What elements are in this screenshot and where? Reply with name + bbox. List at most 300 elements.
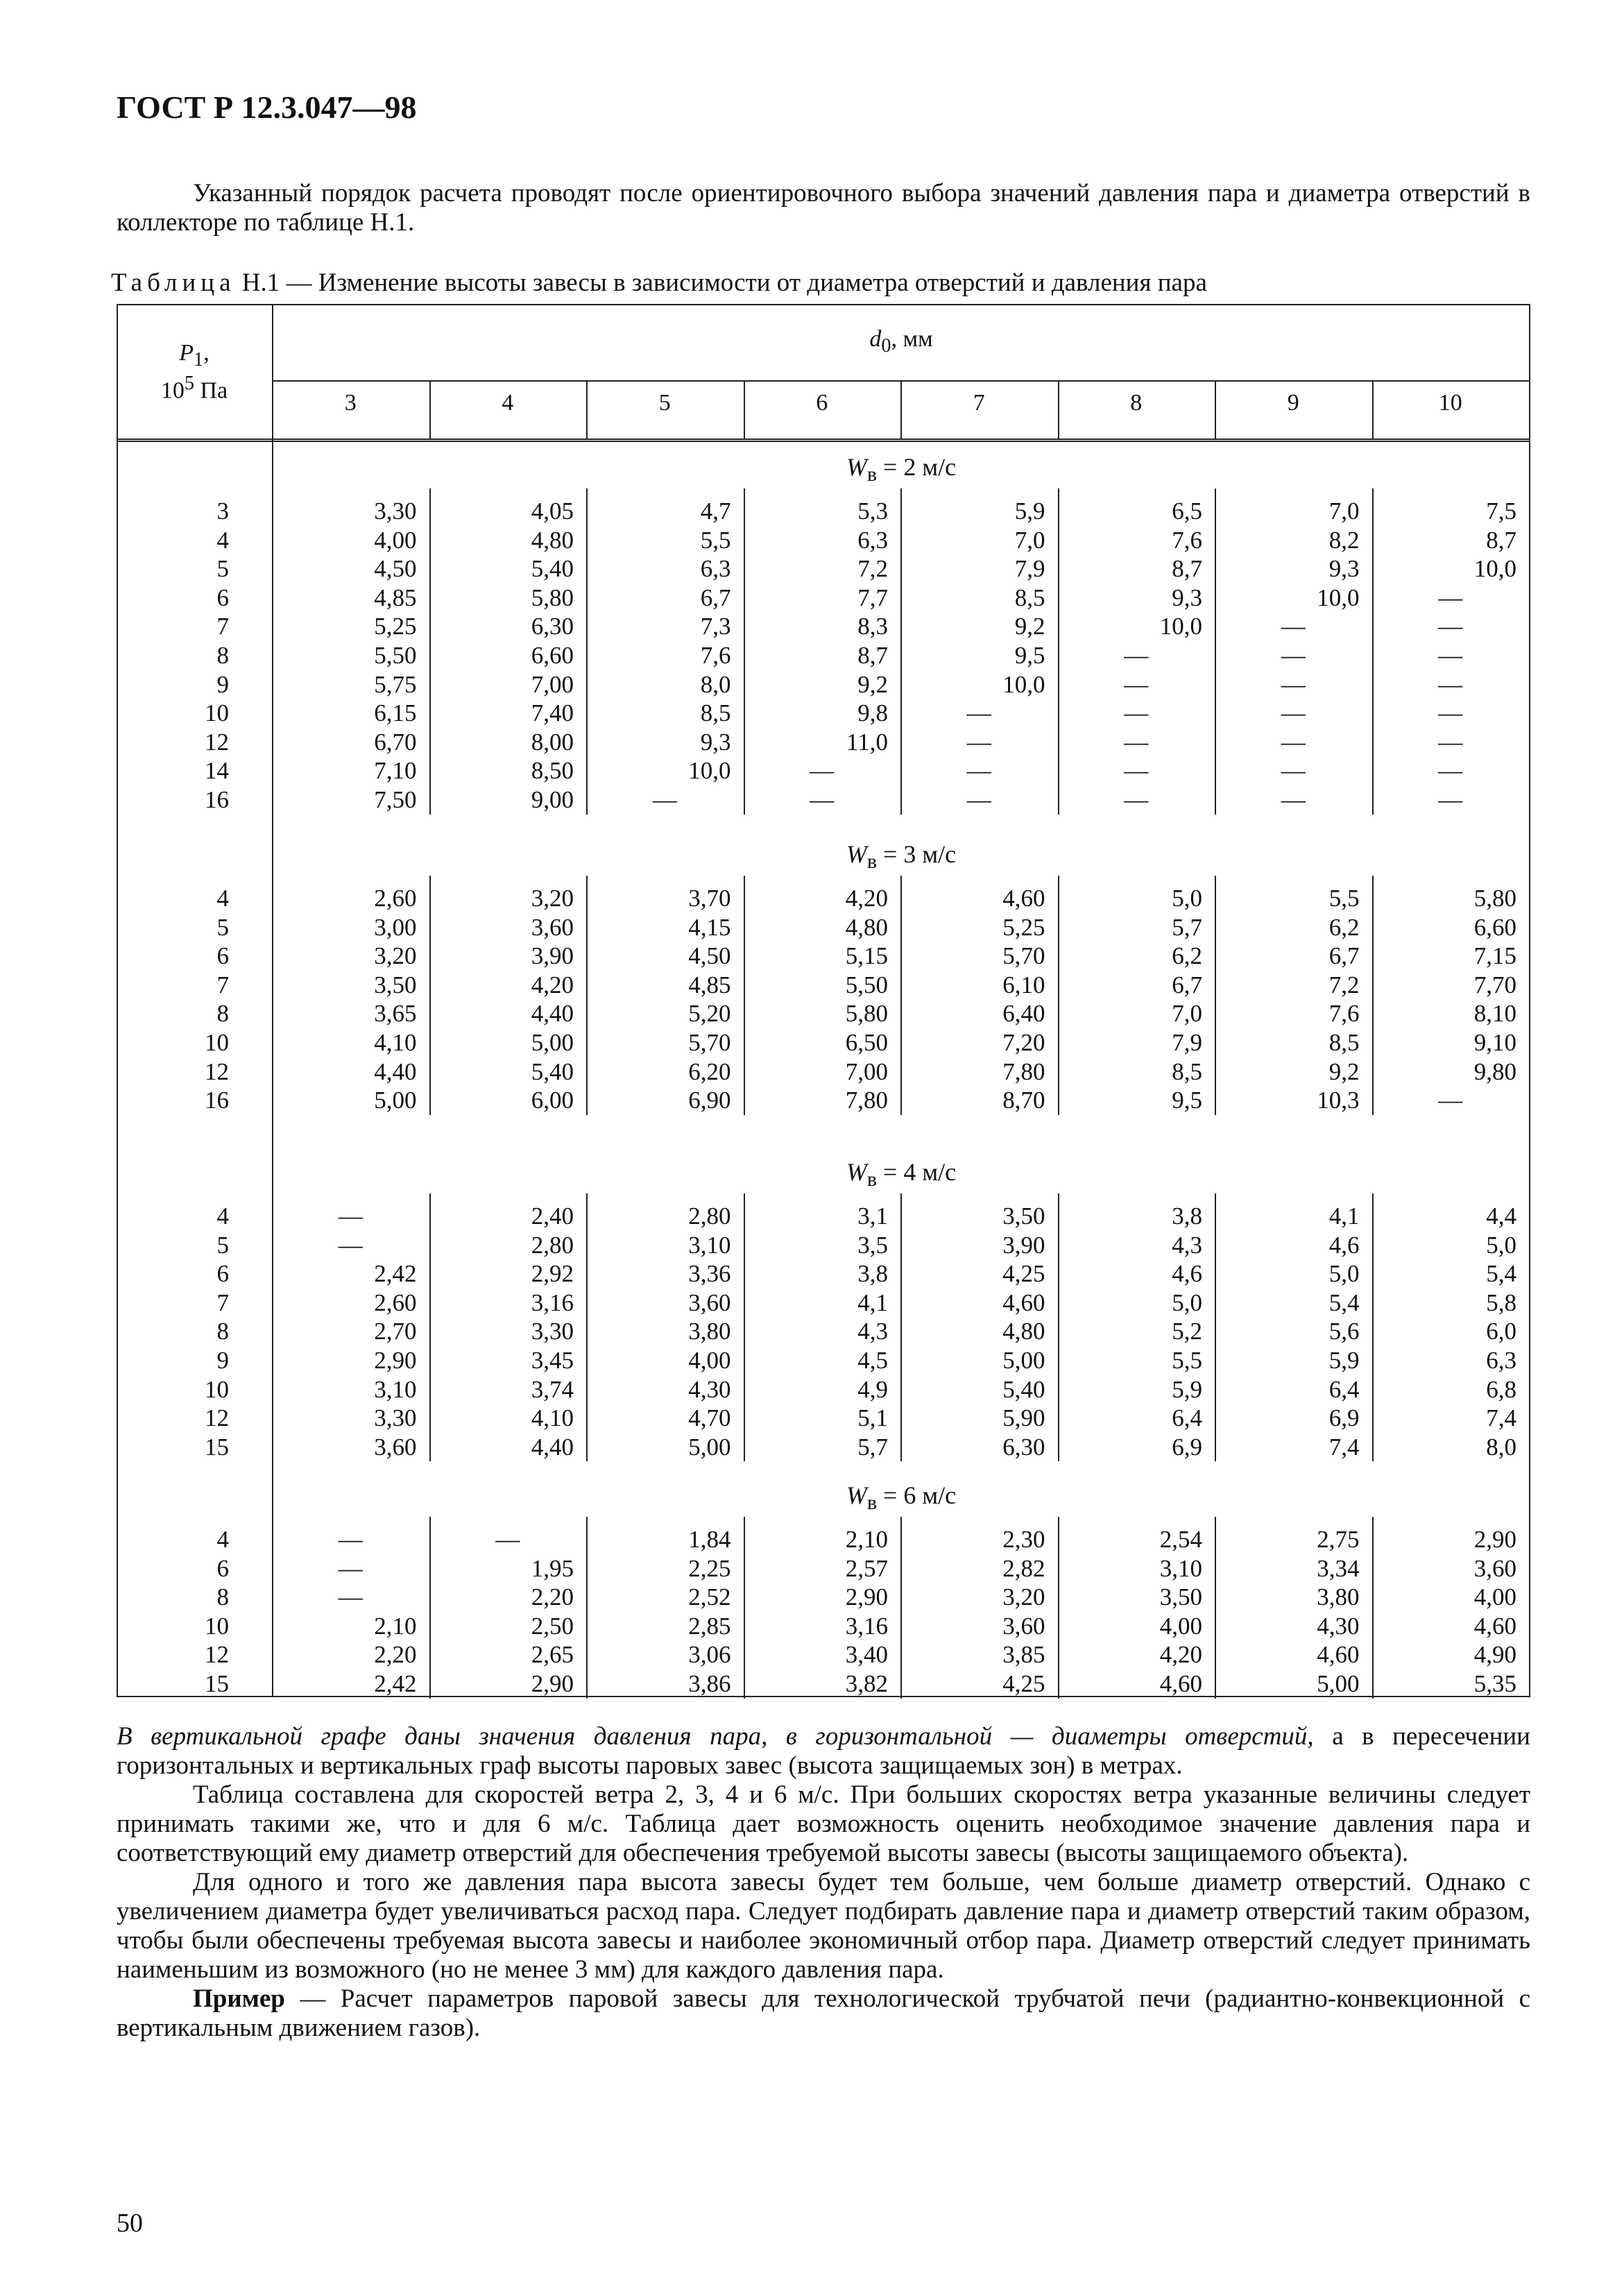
vertical-rule xyxy=(586,1517,588,1699)
curtain-height-value: 3,16 xyxy=(531,1289,574,1316)
curtain-height-value: 6,3 xyxy=(857,526,888,554)
curtain-height-value: 4,10 xyxy=(374,1029,417,1056)
curtain-height-value: 3,60 xyxy=(531,913,574,941)
curtain-height-value: 4,30 xyxy=(688,1375,731,1403)
pressure-value: 15 xyxy=(205,1433,229,1461)
pressure-value: 7 xyxy=(216,613,229,640)
curtain-height-value: 7,70 xyxy=(1473,971,1516,998)
curtain-height-value: 4,60 xyxy=(1473,1612,1516,1640)
curtain-height-value: 5,25 xyxy=(1002,913,1045,941)
curtain-height-value: 2,20 xyxy=(374,1641,417,1669)
curtain-height-value: 4,10 xyxy=(531,1404,574,1432)
curtain-height-value: — xyxy=(1124,670,1149,698)
curtain-height-value: 9,5 xyxy=(1172,1087,1202,1114)
pressure-value: 4 xyxy=(216,526,229,554)
curtain-height-value: — xyxy=(1281,670,1306,698)
diameter-symbol: d xyxy=(869,326,882,352)
curtain-height-value: 7,9 xyxy=(1172,1029,1202,1056)
curtain-height-value: 2,80 xyxy=(688,1202,731,1230)
table-caption-text: Н.1 — Изменение высоты завесы в зависимости от диаметра отверстий и давления пара xyxy=(241,269,1207,297)
curtain-height-value: — xyxy=(1124,757,1149,785)
curtain-height-value: 2,60 xyxy=(374,885,417,912)
curtain-height-value: 5,00 xyxy=(531,1029,574,1056)
vertical-rule xyxy=(429,1193,431,1461)
curtain-height-value: — xyxy=(1281,613,1306,640)
pressure-value: 8 xyxy=(216,1318,229,1345)
curtain-height-value: 10,0 xyxy=(1473,555,1516,583)
column-header-d6: 6 xyxy=(816,390,828,416)
curtain-height-value: 7,80 xyxy=(845,1087,888,1114)
curtain-height-value: — xyxy=(966,757,991,785)
example-paragraph xyxy=(117,1984,1530,2043)
curtain-height-value: 6,15 xyxy=(374,699,417,727)
curtain-height-value: 3,1 xyxy=(857,1202,888,1230)
curtain-height-value: 2,20 xyxy=(531,1583,574,1611)
explanation-italic: В вертикальной графе даны значения давления пара, в горизонтальной — диаметры отверстий, xyxy=(117,1722,1314,1751)
curtain-height-value: 7,40 xyxy=(531,699,574,727)
curtain-height-value: 6,8 xyxy=(1486,1375,1516,1403)
column-header-d3: 3 xyxy=(344,390,357,416)
curtain-height-value: 2,54 xyxy=(1159,1526,1202,1553)
curtain-height-value: 6,2 xyxy=(1328,913,1360,941)
curtain-height-value: 3,60 xyxy=(1002,1612,1045,1640)
curtain-height-value: 8,00 xyxy=(531,728,574,756)
curtain-height-value: 3,90 xyxy=(1002,1231,1045,1259)
curtain-height-value: 6,3 xyxy=(1486,1347,1516,1374)
curtain-height-value: 4,40 xyxy=(531,1433,574,1461)
curtain-height-value: 3,30 xyxy=(531,1318,574,1345)
curtain-height-value: 5,75 xyxy=(374,670,417,698)
curtain-height-value: 4,40 xyxy=(531,1000,574,1028)
pressure-value: 8 xyxy=(216,1583,229,1611)
curtain-height-value: 3,90 xyxy=(531,942,574,970)
curtain-height-value: 3,40 xyxy=(845,1641,888,1669)
vertical-rule xyxy=(429,876,431,1115)
curtain-height-value: 3,20 xyxy=(1002,1583,1045,1611)
curtain-height-value: 4,1 xyxy=(857,1289,888,1316)
curtain-height-value: 6,70 xyxy=(374,728,417,756)
curtain-height-value: 7,20 xyxy=(1002,1029,1045,1056)
curtain-height-value: 1,95 xyxy=(531,1554,574,1582)
table-caption-label: Таблица xyxy=(111,269,236,297)
example-label: Пример xyxy=(193,1984,285,2013)
curtain-height-value: — xyxy=(338,1202,363,1230)
curtain-height-value: 5,00 xyxy=(374,1087,417,1114)
curtain-height-value: 3,30 xyxy=(374,498,417,525)
curtain-height-value: 5,00 xyxy=(688,1433,731,1461)
curtain-height-value: 6,20 xyxy=(688,1057,731,1085)
curtain-height-value: 6,40 xyxy=(1002,1000,1045,1028)
curtain-height-value: 7,0 xyxy=(1014,526,1045,554)
vertical-rule xyxy=(744,876,745,1115)
curtain-height-value: 2,60 xyxy=(374,1289,417,1316)
curtain-height-value: 7,00 xyxy=(845,1057,888,1085)
curtain-height-value: 8,5 xyxy=(1328,1029,1360,1056)
vertical-rule xyxy=(900,1517,902,1699)
curtain-height-value: 1,84 xyxy=(688,1526,731,1553)
curtain-height-value: 4,50 xyxy=(688,942,731,970)
pressure-column-header: $P_1$, $10^5$ Па xyxy=(160,340,228,404)
curtain-height-value: 7,15 xyxy=(1473,942,1516,970)
curtain-height-value: — xyxy=(1438,670,1463,698)
curtain-height-value: 5,8 xyxy=(1486,1289,1516,1316)
curtain-height-value: 7,80 xyxy=(1002,1057,1045,1085)
curtain-height-value: 4,80 xyxy=(531,526,574,554)
data-table xyxy=(117,304,1530,1697)
curtain-height-value: 8,5 xyxy=(700,699,731,727)
curtain-height-value: 4,40 xyxy=(374,1057,417,1085)
curtain-height-value: 6,5 xyxy=(1172,498,1202,525)
curtain-height-value: 4,3 xyxy=(857,1318,888,1345)
curtain-height-value: 7,6 xyxy=(700,642,731,669)
pressure-value: 6 xyxy=(216,1554,229,1582)
curtain-height-value: 5,80 xyxy=(845,1000,888,1028)
curtain-height-value: 3,00 xyxy=(374,913,417,941)
curtain-height-value: 5,7 xyxy=(857,1433,888,1461)
curtain-height-value: 5,00 xyxy=(1002,1347,1045,1374)
curtain-height-value: 9,10 xyxy=(1473,1029,1516,1056)
pressure-value: 4 xyxy=(216,1526,229,1553)
curtain-height-value: 5,40 xyxy=(531,555,574,583)
wind-speed-band xyxy=(272,452,1530,486)
curtain-height-value: 9,3 xyxy=(700,728,731,756)
curtain-height-value: 8,2 xyxy=(1328,526,1360,554)
curtain-height-value: — xyxy=(966,786,991,813)
wind-subscript: в xyxy=(866,463,878,486)
vertical-rule xyxy=(900,1193,902,1461)
wind-value: = 4 м/с xyxy=(877,1158,957,1186)
vertical-rule xyxy=(586,488,588,815)
vertical-rule xyxy=(1058,1193,1059,1461)
explanation-paragraph xyxy=(117,1722,1530,1780)
explanation-rest: а в пересечении горизонтальных и вертикальных граф высоты паровых завес (высота защищаемых зон) в метрах. xyxy=(117,1722,1530,1780)
curtain-height-value: 4,1 xyxy=(1328,1202,1360,1230)
curtain-height-value: 5,9 xyxy=(1328,1347,1360,1374)
curtain-height-value: 10,0 xyxy=(1159,613,1202,640)
pressure-value: 6 xyxy=(216,942,229,970)
curtain-height-value: 3,5 xyxy=(857,1231,888,1259)
curtain-height-value: 5,1 xyxy=(857,1404,888,1432)
pressure-value: 9 xyxy=(216,1347,229,1374)
curtain-height-value: 2,80 xyxy=(531,1231,574,1259)
curtain-height-value: 5,3 xyxy=(857,498,888,525)
pressure-value: 5 xyxy=(216,1231,229,1259)
curtain-height-value: 5,4 xyxy=(1486,1260,1516,1288)
curtain-height-value: 5,40 xyxy=(1002,1375,1045,1403)
curtain-height-value: 5,0 xyxy=(1172,1289,1202,1316)
curtain-height-value: — xyxy=(1438,786,1463,813)
curtain-height-value: 3,06 xyxy=(688,1641,731,1669)
vertical-rule xyxy=(1372,488,1374,815)
wind-value: = 6 м/с xyxy=(877,1481,957,1509)
curtain-height-value: — xyxy=(1281,642,1306,669)
curtain-height-value: 2,57 xyxy=(845,1554,888,1582)
curtain-height-value: 5,70 xyxy=(688,1029,731,1056)
curtain-height-value: 10,0 xyxy=(1317,584,1360,611)
curtain-height-value: 2,50 xyxy=(531,1612,574,1640)
curtain-height-value: 6,2 xyxy=(1172,942,1202,970)
diameter-header xyxy=(272,326,1530,357)
curtain-height-value: 5,00 xyxy=(1317,1670,1360,1697)
pressure-exp: 5 xyxy=(184,372,194,394)
curtain-height-value: 7,0 xyxy=(1172,1000,1202,1028)
curtain-height-value: 3,30 xyxy=(374,1404,417,1432)
curtain-height-value: 7,4 xyxy=(1486,1404,1516,1432)
wind-subscript: в xyxy=(866,850,878,874)
curtain-height-value: 9,2 xyxy=(1014,613,1045,640)
curtain-height-value: 4,60 xyxy=(1159,1670,1202,1697)
curtain-height-value: 4,80 xyxy=(1002,1318,1045,1345)
curtain-height-value: 7,00 xyxy=(531,670,574,698)
curtain-height-value: 6,4 xyxy=(1172,1404,1202,1432)
pressure-value: 6 xyxy=(216,1260,229,1288)
curtain-height-value: 8,10 xyxy=(1473,1000,1516,1028)
curtain-height-value: 6,30 xyxy=(1002,1433,1045,1461)
vertical-rule xyxy=(1058,876,1059,1115)
horizontal-rule xyxy=(118,439,1529,442)
vertical-rule xyxy=(1215,876,1216,1115)
intro-paragraph: Указанный порядок расчета проводят после ориентировочного выбора значений давления пара и диаметра отверстий в коллекторе по таблице Н.1. xyxy=(117,179,1530,237)
vertical-rule xyxy=(429,1517,431,1699)
curtain-height-value: 6,9 xyxy=(1172,1433,1202,1461)
curtain-height-value: 7,5 xyxy=(1486,498,1516,525)
pressure-value: 12 xyxy=(205,1057,229,1085)
curtain-height-value: — xyxy=(1438,699,1463,727)
curtain-height-value: 2,25 xyxy=(688,1554,731,1582)
curtain-height-value: 7,6 xyxy=(1328,1000,1360,1028)
column-header-d4: 4 xyxy=(502,390,514,416)
curtain-height-value: — xyxy=(1438,757,1463,785)
curtain-height-value: 4,20 xyxy=(845,885,888,912)
pressure-value: 5 xyxy=(216,555,229,583)
wind-speed-band xyxy=(272,840,1530,874)
curtain-height-value: 4,70 xyxy=(688,1404,731,1432)
after-table-text xyxy=(117,1722,1530,2043)
vertical-rule xyxy=(744,1517,745,1699)
curtain-height-value: 4,3 xyxy=(1172,1231,1202,1259)
curtain-height-value: 9,5 xyxy=(1014,642,1045,669)
curtain-height-value: 3,60 xyxy=(374,1433,417,1461)
curtain-height-value: 4,90 xyxy=(1473,1641,1516,1669)
curtain-height-value: 8,7 xyxy=(1486,526,1516,554)
column-header-d10: 10 xyxy=(1438,390,1462,416)
curtain-height-value: — xyxy=(1438,613,1463,640)
curtain-height-value: 5,50 xyxy=(845,971,888,998)
vertical-rule xyxy=(744,488,745,815)
curtain-height-value: 2,75 xyxy=(1317,1526,1360,1553)
curtain-height-value: 3,10 xyxy=(1159,1554,1202,1582)
curtain-height-value: 4,00 xyxy=(688,1347,731,1374)
curtain-height-value: 6,9 xyxy=(1328,1404,1360,1432)
curtain-height-value: 5,9 xyxy=(1014,498,1045,525)
curtain-height-value: 4,25 xyxy=(1002,1260,1045,1288)
curtain-height-value: 4,60 xyxy=(1317,1641,1360,1669)
column-header-d8: 8 xyxy=(1130,390,1143,416)
curtain-height-value: 8,50 xyxy=(531,757,574,785)
curtain-height-value: 4,60 xyxy=(1002,1289,1045,1316)
column-header-d5: 5 xyxy=(658,390,671,416)
pressure-value: 12 xyxy=(205,1404,229,1432)
curtain-height-value: 3,50 xyxy=(1159,1583,1202,1611)
curtain-height-value: 2,42 xyxy=(374,1670,417,1697)
curtain-height-value: 6,7 xyxy=(1328,942,1360,970)
wind-speed-band xyxy=(272,1157,1530,1191)
curtain-height-value: 6,50 xyxy=(845,1029,888,1056)
curtain-height-value: 5,7 xyxy=(1172,913,1202,941)
curtain-height-value: 7,50 xyxy=(374,786,417,813)
wind-speed-paragraph: Таблица составлена для скоростей ветра 2, 3, 4 и 6 м/с. При больших скоростях ветра указанные величины следует принимать такими же, что и для 6 м/с. Таблица дает возможность оценить необходимое значение давления пара и соответствующий ему диаметр отверстий для обеспечения требуемой высоты завесы (высоты защищаемого объекта). xyxy=(117,1780,1530,1867)
curtain-height-value: 5,4 xyxy=(1328,1289,1360,1316)
curtain-height-value: 9,2 xyxy=(857,670,888,698)
wind-symbol: W xyxy=(846,1158,867,1186)
curtain-height-value: 5,40 xyxy=(531,1057,574,1085)
example-text: — Расчет параметров паровой завесы для технологической трубчатой печи (радиантно-конвекционной с вертикальным движением газов). xyxy=(117,1984,1530,2042)
curtain-height-value: 10,0 xyxy=(1002,670,1045,698)
pressure-symbol: P xyxy=(179,340,194,366)
curtain-height-value: 5,20 xyxy=(688,1000,731,1028)
curtain-height-value: 3,20 xyxy=(374,942,417,970)
curtain-height-value: 5,0 xyxy=(1486,1231,1516,1259)
curtain-height-value: 4,7 xyxy=(700,498,731,525)
pressure-value: 10 xyxy=(205,1612,229,1640)
curtain-height-value: 2,52 xyxy=(688,1583,731,1611)
diameter-unit: , мм xyxy=(891,326,933,352)
wind-symbol: W xyxy=(846,1481,867,1509)
curtain-height-value: 3,10 xyxy=(374,1375,417,1403)
curtain-height-value: 3,16 xyxy=(845,1612,888,1640)
curtain-height-value: 8,0 xyxy=(700,670,731,698)
vertical-rule xyxy=(429,488,431,815)
diameter-paragraph: Для одного и того же давления пара высота завесы будет тем больше, чем больше диаметр отверстий. Однако с увеличением диаметра будет увеличиваться расход пара. Следует подбирать давление пара и диаметр отверстий таким образом, чтобы были обеспечены требуемая высота завесы и наиболее экономичный отбор пара. Диаметр отверстий следует принимать наименьшим из возможного (но не менее 3 мм) для каждого давления пара. xyxy=(117,1868,1530,1984)
curtain-height-value: 7,4 xyxy=(1328,1433,1360,1461)
vertical-rule xyxy=(900,876,902,1115)
curtain-height-value: 4,20 xyxy=(1159,1641,1202,1669)
curtain-height-value: 3,50 xyxy=(1002,1202,1045,1230)
curtain-height-value: 3,82 xyxy=(845,1670,888,1697)
curtain-height-value: 3,70 xyxy=(688,885,731,912)
pressure-base: 10 xyxy=(160,377,185,404)
curtain-height-value: 9,3 xyxy=(1328,555,1360,583)
curtain-height-value: 6,7 xyxy=(1172,971,1202,998)
curtain-height-value: 6,7 xyxy=(700,584,731,611)
curtain-height-value: 6,00 xyxy=(531,1087,574,1114)
pressure-value: 3 xyxy=(216,498,229,525)
pressure-value: 5 xyxy=(216,913,229,941)
curtain-height-value: 3,50 xyxy=(374,971,417,998)
curtain-height-value: — xyxy=(1281,728,1306,756)
curtain-height-value: — xyxy=(495,1526,520,1553)
curtain-height-value: 7,0 xyxy=(1328,498,1360,525)
curtain-height-value: 5,80 xyxy=(531,584,574,611)
curtain-height-value: 4,50 xyxy=(374,555,417,583)
pressure-value: 12 xyxy=(205,1641,229,1669)
curtain-height-value: 6,30 xyxy=(531,613,574,640)
diameter-subscript: 0 xyxy=(881,334,891,357)
curtain-height-value: 2,90 xyxy=(1473,1526,1516,1553)
curtain-height-value: 4,4 xyxy=(1486,1202,1516,1230)
curtain-height-value: 7,6 xyxy=(1172,526,1202,554)
vertical-rule xyxy=(1215,1517,1216,1699)
curtain-height-value: 4,30 xyxy=(1317,1612,1360,1640)
pressure-value: 7 xyxy=(216,971,229,998)
curtain-height-value: 3,74 xyxy=(531,1375,574,1403)
curtain-height-value: 8,5 xyxy=(1172,1057,1202,1085)
curtain-height-value: — xyxy=(1124,786,1149,813)
curtain-height-value: — xyxy=(810,757,835,785)
curtain-height-value: 3,60 xyxy=(1473,1554,1516,1582)
curtain-height-value: — xyxy=(1124,642,1149,669)
curtain-height-value: 2,92 xyxy=(531,1260,574,1288)
curtain-height-value: 7,10 xyxy=(374,757,417,785)
curtain-height-value: 2,42 xyxy=(374,1260,417,1288)
curtain-height-value: 4,5 xyxy=(857,1347,888,1374)
curtain-height-value: 2,30 xyxy=(1002,1526,1045,1553)
pressure-value: 4 xyxy=(216,885,229,912)
curtain-height-value: 4,85 xyxy=(374,584,417,611)
curtain-height-value: 3,85 xyxy=(1002,1641,1045,1669)
curtain-height-value: 4,25 xyxy=(1002,1670,1045,1697)
pressure-value: 10 xyxy=(205,1029,229,1056)
curtain-height-value: 4,00 xyxy=(1473,1583,1516,1611)
curtain-height-value: 5,5 xyxy=(1328,885,1360,912)
curtain-height-value: 4,6 xyxy=(1328,1231,1360,1259)
curtain-height-value: 2,90 xyxy=(374,1347,417,1374)
curtain-height-value: 9,3 xyxy=(1172,584,1202,611)
curtain-height-value: 5,25 xyxy=(374,613,417,640)
wind-symbol: W xyxy=(846,453,867,481)
curtain-height-value: 7,9 xyxy=(1014,555,1045,583)
pressure-value: 10 xyxy=(205,699,229,727)
wind-subscript: в xyxy=(866,1168,878,1191)
curtain-height-value: 5,2 xyxy=(1172,1318,1202,1345)
standard-code: ГОСТ Р 12.3.047—98 xyxy=(117,90,417,125)
curtain-height-value: — xyxy=(966,728,991,756)
wind-value: = 2 м/с xyxy=(877,453,957,481)
curtain-height-value: 5,5 xyxy=(700,526,731,554)
curtain-height-value: 3,36 xyxy=(688,1260,731,1288)
vertical-rule xyxy=(1372,876,1374,1115)
curtain-height-value: 5,50 xyxy=(374,642,417,669)
curtain-height-value: 3,80 xyxy=(688,1318,731,1345)
curtain-height-value: 8,7 xyxy=(857,642,888,669)
curtain-height-value: 5,0 xyxy=(1328,1260,1360,1288)
column-header-d9: 9 xyxy=(1287,390,1299,416)
pressure-value: 8 xyxy=(216,642,229,669)
curtain-height-value: 4,00 xyxy=(1159,1612,1202,1640)
curtain-height-value: 6,90 xyxy=(688,1087,731,1114)
curtain-height-value: — xyxy=(1124,728,1149,756)
curtain-height-value: 8,70 xyxy=(1002,1087,1045,1114)
curtain-height-value: — xyxy=(1281,757,1306,785)
pressure-value: 10 xyxy=(205,1375,229,1403)
curtain-height-value: 6,4 xyxy=(1328,1375,1360,1403)
wind-speed-band xyxy=(272,1481,1530,1515)
column-header-d7: 7 xyxy=(973,390,985,416)
curtain-height-value: — xyxy=(1281,786,1306,813)
curtain-height-value: — xyxy=(338,1231,363,1259)
curtain-height-value: 2,65 xyxy=(531,1641,574,1669)
curtain-height-value: 5,70 xyxy=(1002,942,1045,970)
curtain-height-value: — xyxy=(1438,1087,1463,1114)
curtain-height-value: 3,86 xyxy=(688,1670,731,1697)
curtain-height-value: — xyxy=(966,699,991,727)
curtain-height-value: — xyxy=(1124,699,1149,727)
pressure-value: 14 xyxy=(205,757,229,785)
curtain-height-value: 10,0 xyxy=(688,757,731,785)
curtain-height-value: 2,85 xyxy=(688,1612,731,1640)
curtain-height-value: 8,5 xyxy=(1014,584,1045,611)
curtain-height-value: 8,0 xyxy=(1486,1433,1516,1461)
